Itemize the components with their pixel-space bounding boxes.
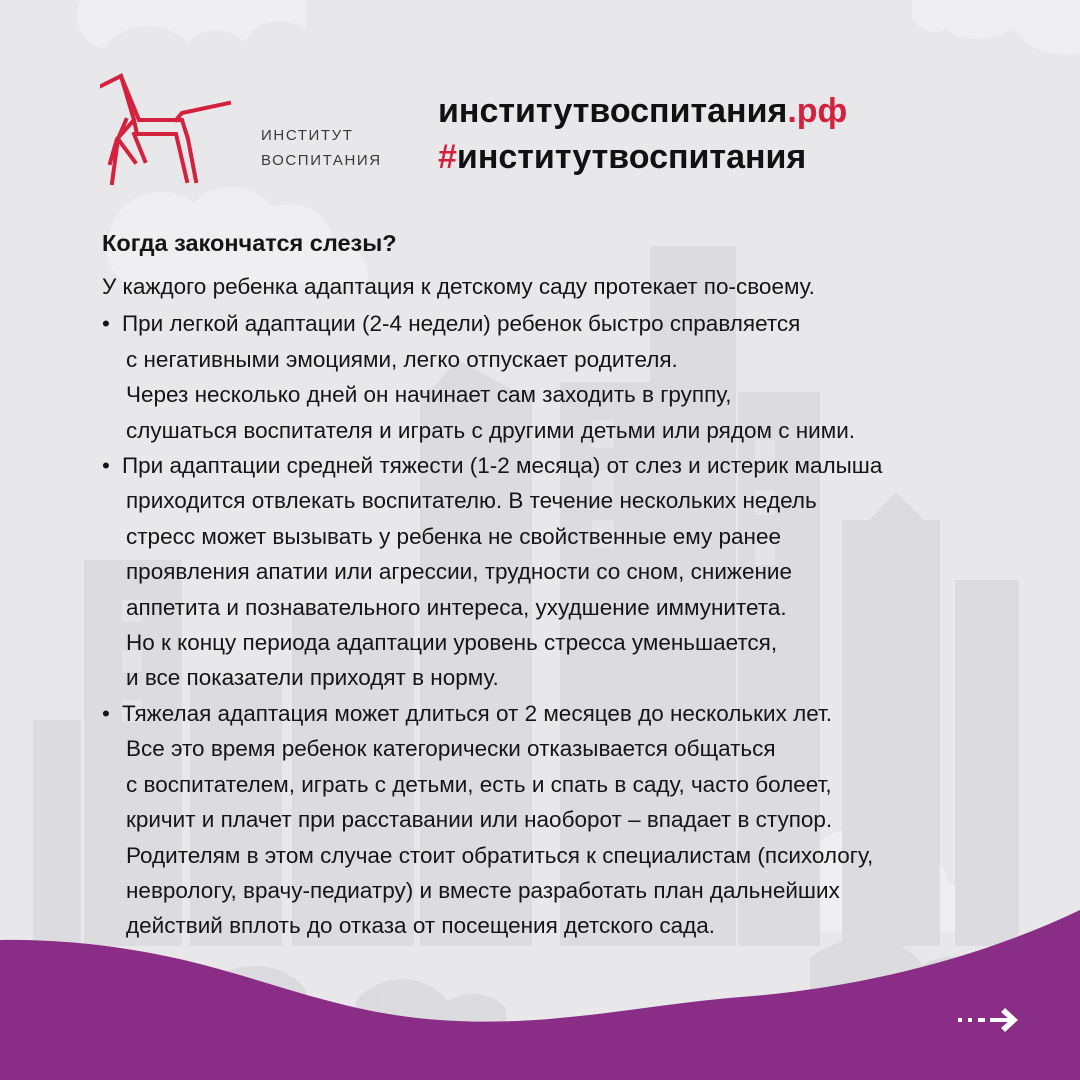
adaptation-content: [102, 226, 1072, 944]
bullet-text-line: Тяжелая адаптация может длиться от 2 месяцев до нескольких лет.: [122, 700, 833, 726]
bullet-text-line: При адаптации средней тяжести (1-2 месяца) от слез и истерик малыша: [122, 453, 883, 479]
bullet-marker: •: [102, 311, 110, 337]
bullet-text-line: Через несколько дней он начинает сам заходить в группу,: [126, 382, 732, 408]
bullet-text-line: с негативными эмоциями, легко отпускает родителя.: [126, 346, 678, 372]
brand-header: [100, 72, 980, 192]
hashtag-symbol: #: [438, 138, 457, 176]
bullet-text-line: приходится отвлекать воспитателю. В течение нескольких недель: [126, 488, 817, 514]
purple-footer-wave: [0, 890, 1080, 1080]
website-main-text: институтвоспитания: [438, 92, 788, 130]
bullet-text-line: Все это время ребенок категорически отказывается общаться: [126, 736, 776, 762]
bullet-text-line: и все показатели приходят в норму.: [126, 665, 499, 691]
brand-name: [261, 123, 382, 173]
next-arrow-button[interactable]: [958, 1004, 1026, 1036]
bullet-text-line: стресс может вызывать у ребенка не свойственные ему ранее: [126, 523, 781, 549]
hashtag[interactable]: [438, 134, 847, 180]
bullet-marker: •: [102, 453, 110, 479]
bullet-text-line: кричит и плачет при расставании или наоборот – впадает в ступор.: [126, 807, 833, 833]
bullet-first-line: [102, 306, 1072, 341]
bullet-text-line: неврологу, врачу-педиатру) и вместе разработать план дальнейших: [126, 877, 840, 903]
intro-paragraph: У каждого ребенка адаптация к детскому саду протекает по-своему.: [102, 274, 815, 299]
bullet-text-line: слушаться воспитателя и играть с другими детьми или рядом с ними.: [126, 417, 856, 443]
adaptation-bullet-medium: [102, 448, 1072, 696]
red-horse-line-logo-icon: [100, 72, 232, 187]
bullet-text-line: действий вплоть до отказа от посещения детского сада.: [126, 913, 715, 939]
website-address[interactable]: [438, 88, 847, 134]
bullet-text-line: с воспитателем, играть с детьми, есть и спать в саду, часто болеет,: [126, 771, 832, 797]
bullet-first-line: [102, 448, 1072, 483]
bullet-first-line: [102, 696, 1072, 731]
hashtag-text: институтвоспитания: [456, 138, 807, 176]
bullet-text-line: Родителям в этом случае стоит обратиться к специалистам (психологу,: [126, 842, 874, 868]
adaptation-bullet-light: [102, 306, 1072, 448]
website-domain-suffix: .рф: [787, 92, 848, 130]
dotted-right-arrow-icon: [958, 1008, 1018, 1032]
bullet-text-line: проявления апатии или агрессии, трудности со сном, снижение: [126, 559, 792, 585]
bullet-text-line: При легкой адаптации (2-4 недели) ребенок быстро справляется: [122, 311, 801, 337]
brand-name-line-2: ВОСПИТАНИЯ: [261, 152, 382, 169]
page-title: Когда закончатся слезы?: [102, 230, 397, 256]
brand-name-line-1: ИНСТИТУТ: [261, 127, 354, 144]
site-info: [438, 88, 847, 180]
bullet-text-line: Но к концу периода адаптации уровень стресса уменьшается,: [126, 630, 778, 656]
bullet-text-line: аппетита и познавательного интереса, ухудшение иммунитета.: [126, 594, 787, 620]
bullet-marker: •: [102, 700, 110, 726]
